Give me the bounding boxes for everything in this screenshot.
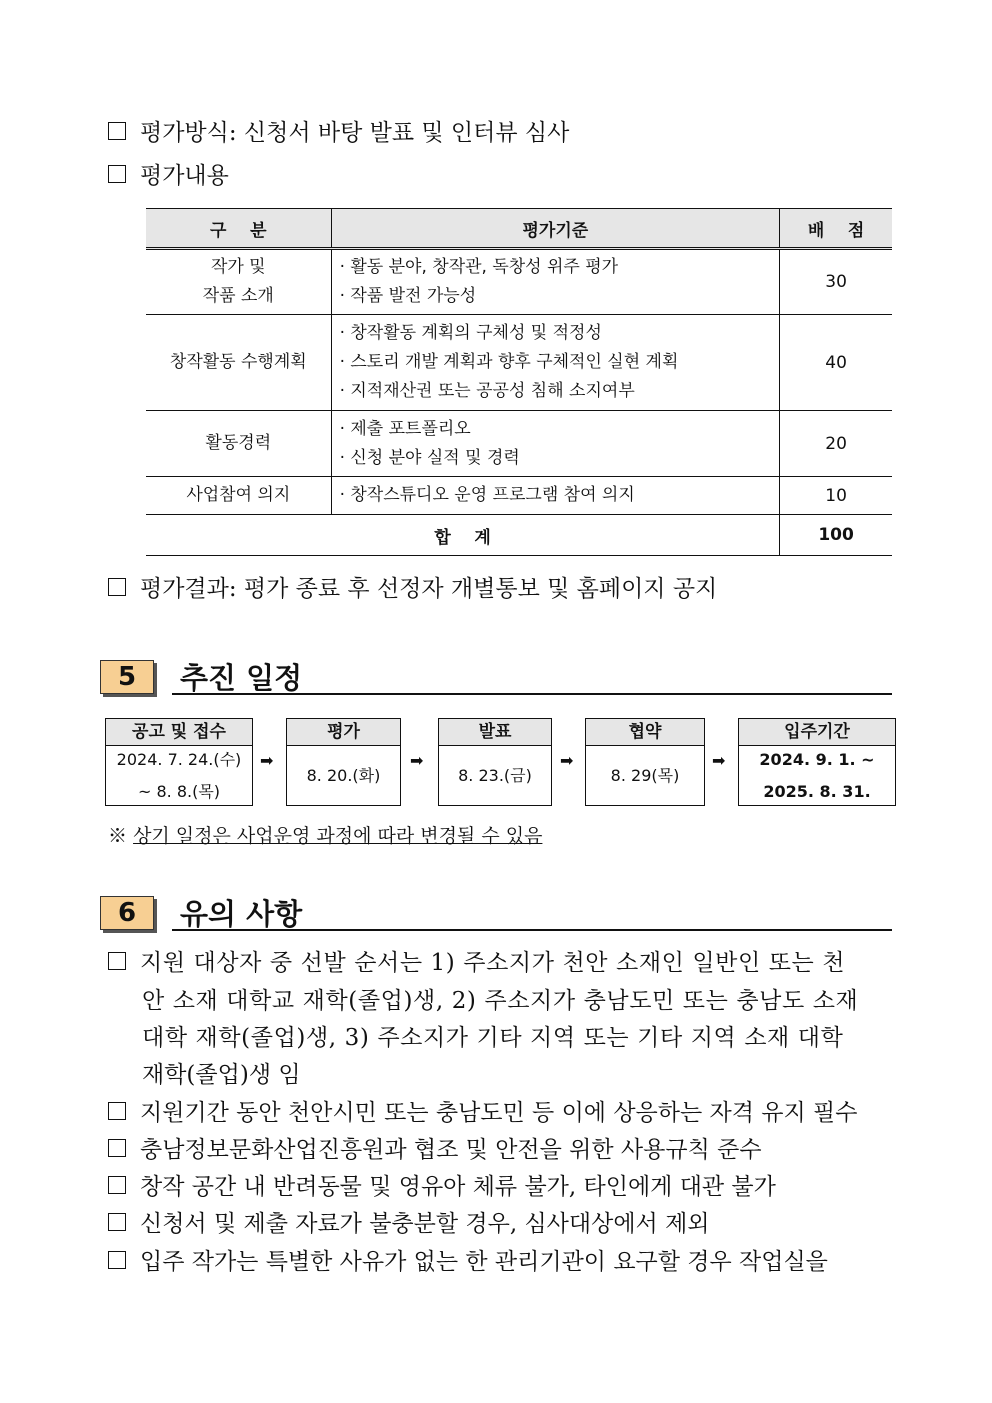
notice-item-cont: 대학 재학(졸업)생, 3) 주소지가 기타 지역 또는 기타 지역 소재 대학 <box>142 1025 844 1051</box>
step-body: 2024. 9. 1. ~ 2025. 8. 31. <box>759 749 875 801</box>
checkbox-square-icon <box>108 1213 126 1231</box>
notice-item-cont: 재학(졸업)생 임 <box>142 1062 301 1088</box>
step-body: 8. 20.(화) <box>306 765 381 785</box>
arrow-right-icon: ➡ <box>712 751 726 770</box>
section-number-5: 5 <box>100 660 154 694</box>
arrow-right-icon: ➡ <box>260 751 274 770</box>
table-row <box>146 411 892 477</box>
section-title-6: 유의 사항 <box>180 897 303 931</box>
arrow-right-icon: ➡ <box>410 751 424 770</box>
step-body: 8. 29(목) <box>610 765 680 785</box>
category-cell: 창작활동 수행계획 <box>146 315 331 411</box>
total-score: 100 <box>780 515 892 556</box>
step-body: 2024. 7. 24.(수) ~ 8. 8.(목) <box>116 749 242 801</box>
category-cell: 사업참여 의지 <box>146 477 331 515</box>
eval-result-line <box>108 570 717 603</box>
section-number-6: 6 <box>100 896 154 930</box>
section-title-5: 추진 일정 <box>180 661 303 695</box>
table-row <box>146 249 892 315</box>
notice-item-cont: 안 소재 대학교 재학(졸업)생, 2) 주소지가 충남도민 또는 충남도 소재 <box>142 988 859 1014</box>
step-head: 협약 <box>586 719 704 746</box>
eval-method-text: 평가방식: 신청서 바탕 발표 및 인터뷰 심사 <box>140 120 570 146</box>
section-rule <box>172 693 892 695</box>
header-score: 배 점 <box>780 209 892 249</box>
schedule-step-announcement <box>438 718 552 806</box>
notice-item: 지원기간 동안 천안시민 또는 충남도민 등 이에 상응하는 자격 유지 필수 <box>108 1094 857 1127</box>
score-cell: 10 <box>780 477 892 515</box>
category-cell: 활동경력 <box>146 411 331 477</box>
eval-content-line <box>108 157 229 190</box>
header-criteria: 평가기준 <box>331 209 780 249</box>
step-head: 공고 및 접수 <box>106 719 252 746</box>
eval-content-text: 평가내용 <box>140 163 229 189</box>
total-label: 합 계 <box>146 515 780 556</box>
checkbox-square-icon <box>108 952 126 970</box>
schedule-step-residency <box>738 718 896 806</box>
score-cell: 20 <box>780 411 892 477</box>
checkbox-square-icon <box>108 1102 126 1120</box>
criteria-cell: · 활동 분야, 창작관, 독창성 위주 평가 · 작품 발전 가능성 <box>331 249 780 315</box>
checkbox-square-icon <box>108 578 126 596</box>
criteria-cell: · 창작스튜디오 운영 프로그램 참여 의지 <box>331 477 780 515</box>
step-head: 평가 <box>287 719 400 746</box>
note-mark-icon: ※ <box>108 825 128 847</box>
notice-item: 충남정보문화산업진흥원과 협조 및 안전을 위한 사용규칙 준수 <box>108 1131 762 1164</box>
schedule-note <box>108 821 542 848</box>
schedule-step-evaluation <box>286 718 401 806</box>
eval-result-text: 평가결과: 평가 종료 후 선정자 개별통보 및 홈페이지 공지 <box>140 576 718 602</box>
schedule-step-agreement <box>585 718 705 806</box>
notice-item: 입주 작가는 특별한 사유가 없는 한 관리기관이 요구할 경우 작업실을 <box>108 1243 828 1276</box>
step-head: 발표 <box>439 719 551 746</box>
table-row <box>146 315 892 411</box>
checkbox-square-icon <box>108 1139 126 1157</box>
score-cell: 40 <box>780 315 892 411</box>
schedule-step-announce <box>105 718 253 806</box>
eval-method-line <box>108 114 569 147</box>
category-cell: 작가 및 작품 소개 <box>146 249 331 315</box>
criteria-cell: · 창작활동 계획의 구체성 및 적정성 · 스토리 개발 계획과 향후 구체적인 실현 계획 · 지적재산권 또는 공공성 침해 소지여부 <box>331 315 780 411</box>
notice-item: 신청서 및 제출 자료가 불충분할 경우, 심사대상에서 제외 <box>108 1205 710 1238</box>
notice-item: 지원 대상자 중 선발 순서는 1) 주소지가 천안 소재인 일반인 또는 천 <box>108 944 845 977</box>
table-row <box>146 477 892 515</box>
checkbox-square-icon <box>108 1176 126 1194</box>
criteria-cell: · 제출 포트폴리오 · 신청 분야 실적 및 경력 <box>331 411 780 477</box>
section-rule <box>172 929 892 931</box>
step-head: 입주기간 <box>739 719 895 746</box>
checkbox-square-icon <box>108 165 126 183</box>
header-category: 구 분 <box>146 209 331 249</box>
note-text: 상기 일정은 사업운영 과정에 따라 변경될 수 있음 <box>133 825 543 847</box>
table-header-row <box>146 209 892 249</box>
evaluation-table <box>146 208 892 556</box>
arrow-right-icon: ➡ <box>560 751 574 770</box>
checkbox-square-icon <box>108 1251 126 1269</box>
step-body: 8. 23.(금) <box>458 765 532 785</box>
notice-item: 창작 공간 내 반려동물 및 영유아 체류 불가, 타인에게 대관 불가 <box>108 1168 776 1201</box>
score-cell: 30 <box>780 249 892 315</box>
checkbox-square-icon <box>108 122 126 140</box>
table-total-row <box>146 515 892 556</box>
